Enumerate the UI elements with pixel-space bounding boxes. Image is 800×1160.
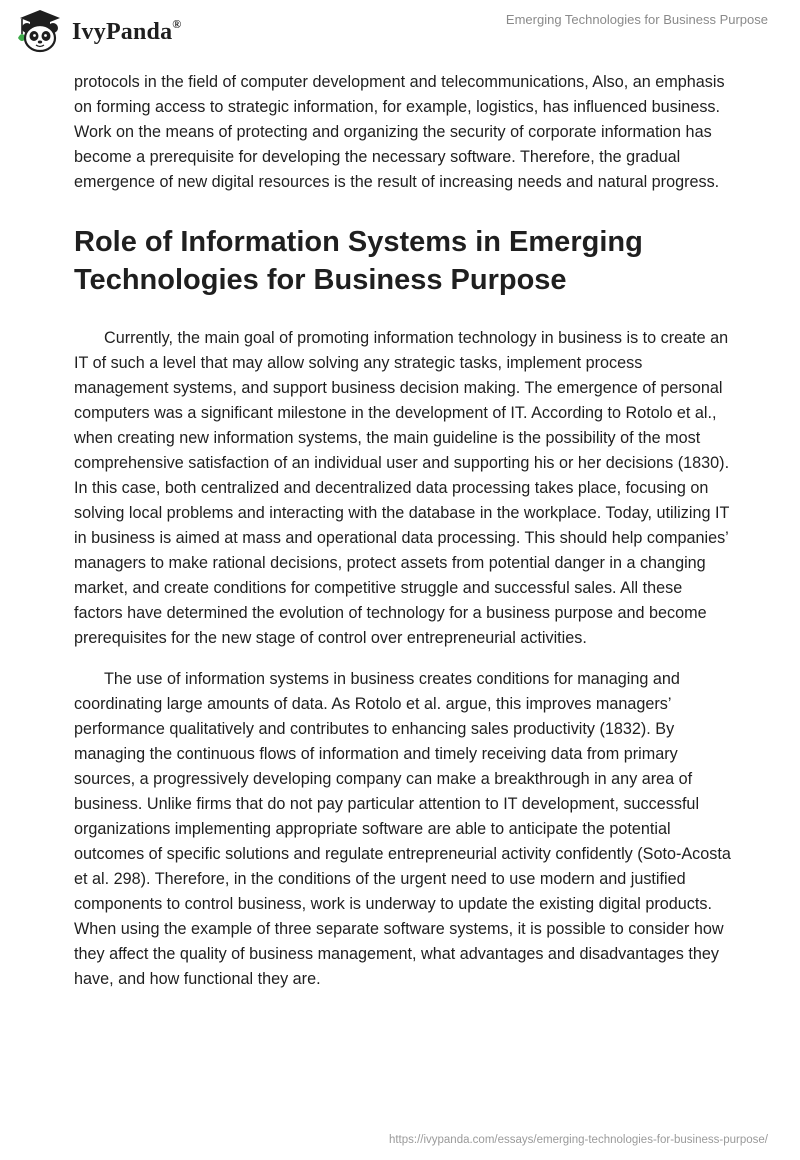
panda-graduate-icon xyxy=(16,8,64,54)
body-paragraph: protocols in the field of computer development and telecommunications, Also, an emphasis on forming access to strategic information, for example, logistics, has influenced business. Work on the means of protecting and organizing the security of corporate information has become a prerequisite for developing the necessary software. Therefore, the gradual emergence of new digital resources is the result of increasing needs and natural progress. xyxy=(74,73,725,191)
registered-mark: ® xyxy=(172,16,182,31)
page-header xyxy=(0,0,800,62)
ivypanda-logo[interactable] xyxy=(16,8,181,54)
body-paragraph: Currently, the main goal of promoting information technology in business is to create an IT of such a level that may allow solving any strategic tasks, implement process management systems, and support business decision making. The emergence of personal computers was a significant milestone in the development of IT. According to Rotolo et al., when creating new information systems, the main guideline is the possibility of the most comprehensive satisfaction of an individual user and supporting his or her decisions (1830). In this case, both centralized and decentralized data processing takes place, focusing on solving local problems and interacting with the database in the workplace. Today, utilizing IT in business is aimed at mass and operational data processing. This should help companies’ managers to make rational decisions, protect assets from potential danger in a changing market, and create conditions for competitive struggle and successful sales. All these factors have determined the evolution of technology for a business purpose and become prerequisites for the new stage of control over entrepreneurial activities. xyxy=(74,329,730,647)
section-heading: Role of Information Systems in Emerging Technologies for Business Purpose xyxy=(74,226,643,296)
logo-text: IvyPanda xyxy=(72,18,173,45)
body-paragraph: The use of information systems in business creates conditions for managing and coordinating large amounts of data. As Rotolo et al. argue, this improves managers’ performance qualitatively and contributes to enhancing sales productivity (1832). By managing the continuous flows of information and timely receiving data from primary sources, a progressively developing company can make a breakthrough in any area of business. Unlike firms that do not pay particular attention to IT development, successful organizations implementing appropriate software are able to anticipate the potential outcomes of specific solutions and regulate entrepreneurial activity confidently (Soto-Acosta et al. 298). Therefore, in the conditions of the urgent need to use modern and justified components to control business, work is underway to update the existing digital products. When using the example of three separate software systems, it is possible to consider how they affect the quality of business management, what advantages and disadvantages they have, and how functional they are. xyxy=(74,670,731,988)
source-url[interactable]: https://ivypanda.com/essays/emerging-technologies-for-business-purpose/ xyxy=(388,1134,768,1146)
logo-wordmark xyxy=(72,16,182,46)
document-title: Emerging Technologies for Business Purpose xyxy=(505,12,768,27)
essay-content xyxy=(74,70,734,1008)
